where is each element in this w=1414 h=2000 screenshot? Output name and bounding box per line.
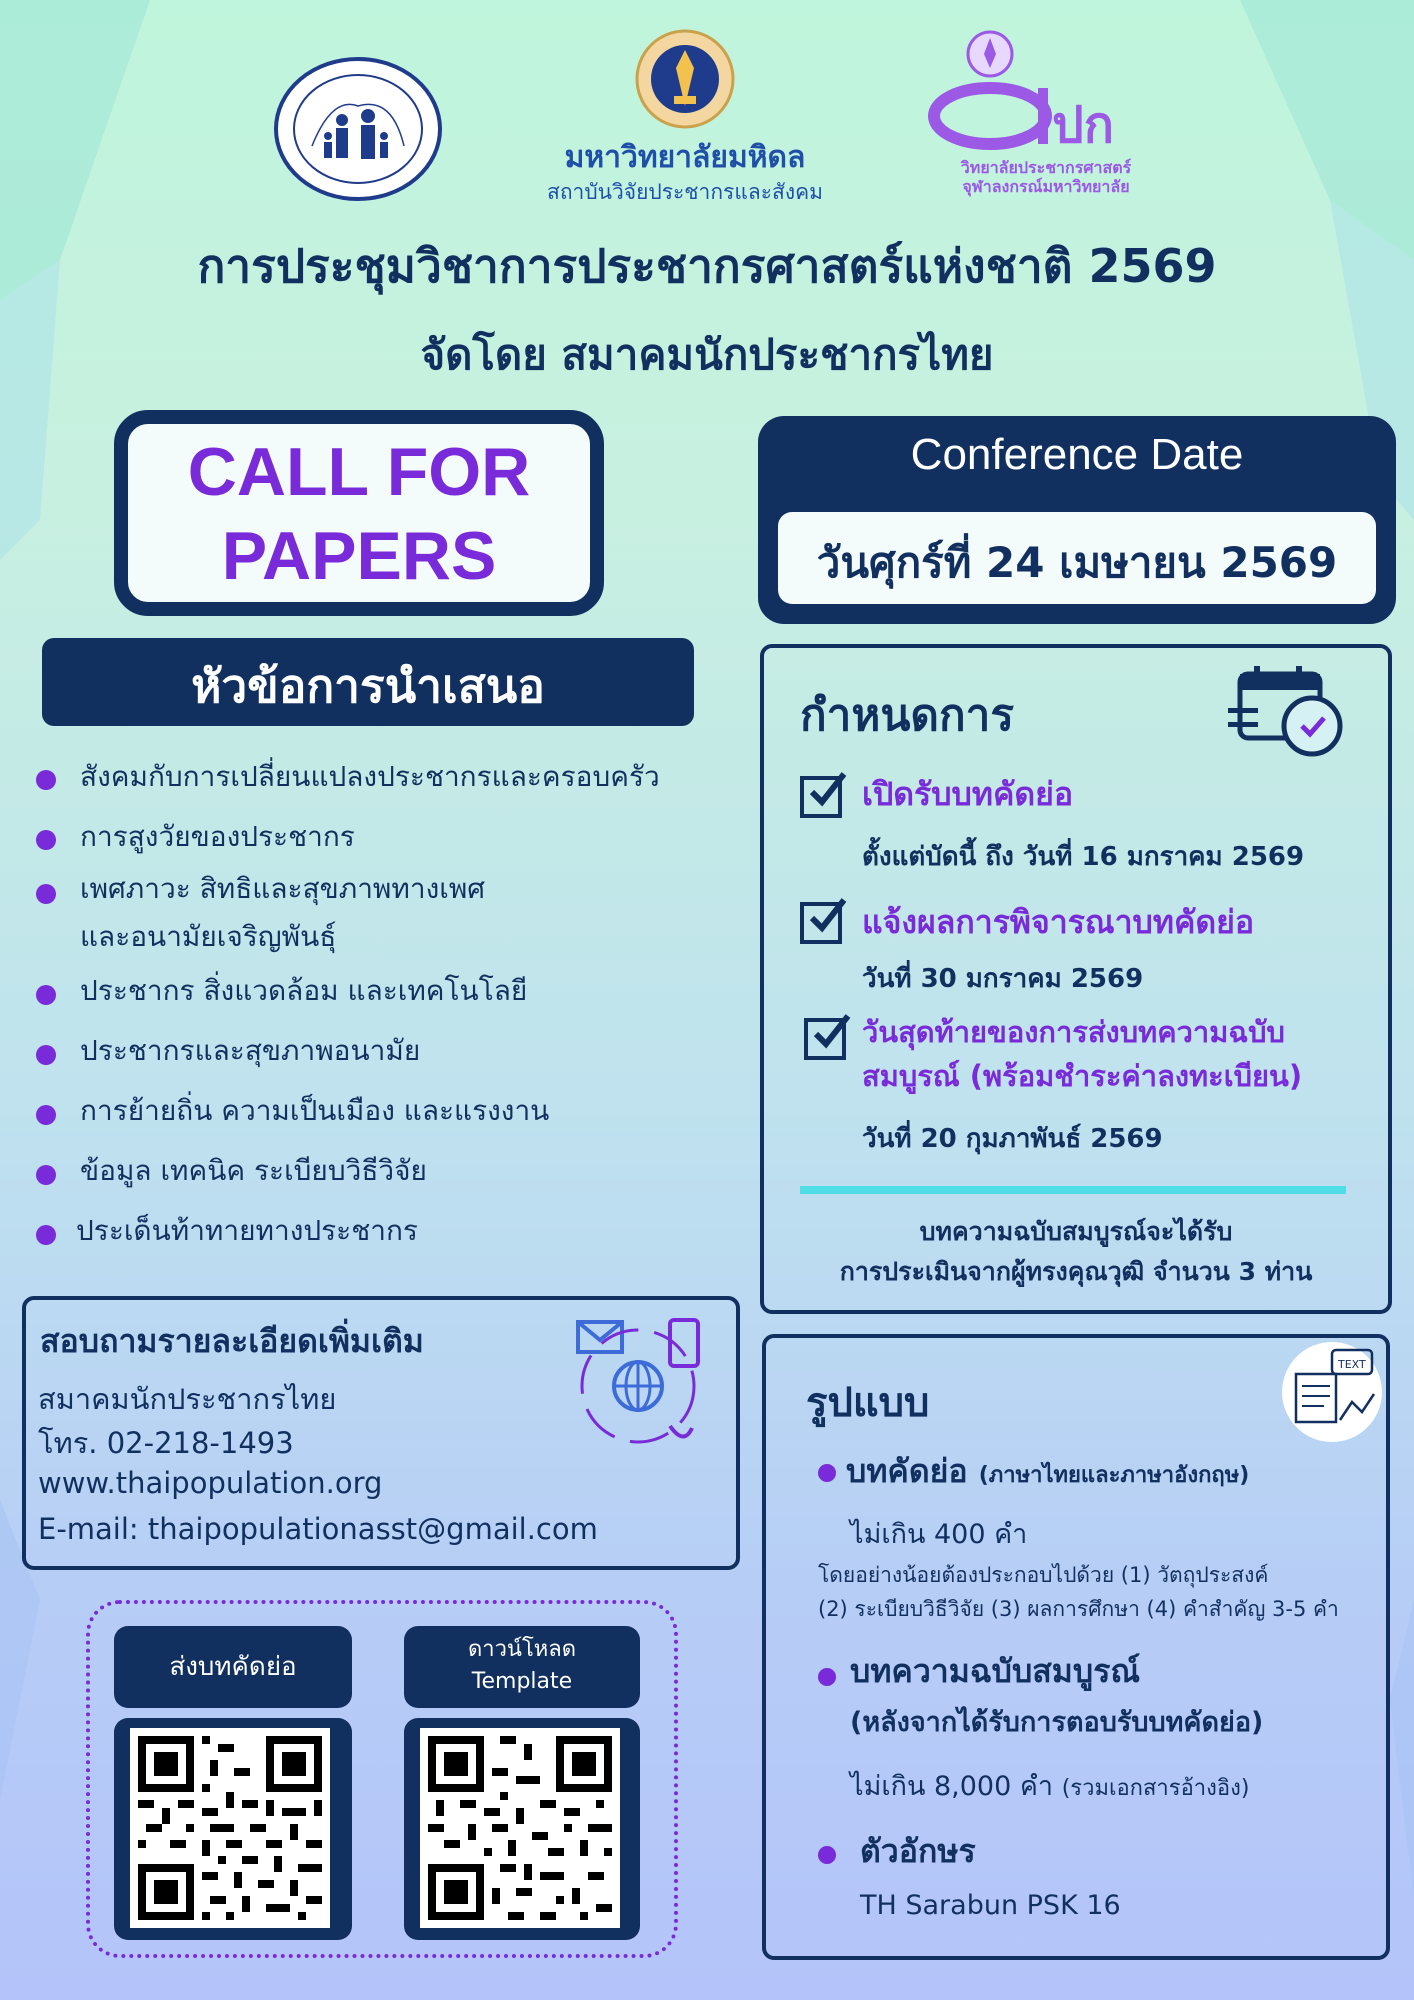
schedule-note [760, 1212, 1392, 1292]
contact-website[interactable]: www.thaipopulation.org [38, 1466, 383, 1500]
topic-item: สังคมกับการเปลี่ยนแปลงประชากรและครอบครัว [80, 760, 660, 793]
download-label1: ดาวน์โหลด [467, 1637, 577, 1662]
format-title: รูปแบบ [806, 1380, 930, 1426]
schedule-divider [800, 1186, 1346, 1194]
checkmark-icon [804, 894, 850, 938]
contact-org: สมาคมนักประชากรไทย [38, 1382, 337, 1416]
mahidol-name: มหาวิทยาลัยมหิดล [564, 140, 806, 175]
qr-code-icon [130, 1728, 330, 1928]
bullet-icon [36, 884, 56, 904]
schedule-label: เปิดรับบทคัดย่อ [862, 775, 1074, 813]
abstract-requirement-2: (2) ระเบียบวิธีวิจัย (3) ผลการศึกษา (4) คำสำคัญ 3-5 คำ [818, 1597, 1339, 1621]
cfp-line1: CALL FOR [187, 434, 531, 510]
conference-organizer: จัดโดย สมาคมนักประชากรไทย [420, 330, 994, 379]
abstract-head: บทคัดย่อ [846, 1452, 968, 1490]
qr-code-icon [420, 1728, 620, 1928]
abstract-language: (ภาษาไทยและภาษาอังกฤษ) [978, 1463, 1250, 1488]
download-template-button[interactable] [404, 1626, 640, 1708]
schedule-label-continued: สมบูรณ์ (พร้อมชำระค่าลงทะเบียน) [862, 1059, 1303, 1093]
topic-item: เพศภาวะ สิทธิและสุขภาพทางเพศ [80, 872, 486, 905]
full-paper-limit [850, 1764, 1249, 1807]
schedule-label: แจ้งผลการพิจารณาบทคัดย่อ [862, 903, 1255, 941]
cpc-name-line1: วิทยาลัยประชากรศาสตร์ [960, 158, 1132, 177]
schedule-label: วันสุดท้ายของการส่งบทความฉบับ [862, 1015, 1285, 1049]
contact-communication-icon [574, 1316, 706, 1452]
note-line2: การประเมินจากผู้ทรงคุณวุฒิ จำนวน 3 ท่าน [839, 1257, 1313, 1286]
call-for-papers-heading [114, 430, 604, 598]
abstract-requirement-1: โดยอย่างน้อยต้องประกอบไปด้วย (1) วัตถุประสงค์ [818, 1563, 1269, 1587]
topic-item: การสูงวัยของประชากร [80, 820, 355, 853]
schedule-date: ตั้งแต่บัดนี้ ถึง วันที่ 16 มกราคม 2569 [862, 842, 1305, 872]
mahidol-university-logo [634, 28, 736, 144]
conference-title: การประชุมวิชาการประชากรศาสตร์แห่งชาติ 2569 [197, 239, 1217, 293]
font-heading: ตัวอักษร [860, 1832, 976, 1870]
bullet-icon [36, 1165, 56, 1185]
topic-item: ประชากรและสุขภาพอนามัย [80, 1034, 421, 1067]
bullet-icon [818, 1668, 836, 1686]
bullet-icon [36, 1105, 56, 1125]
bullet-icon [818, 1464, 836, 1482]
font-value: TH Sarabun PSK 16 [860, 1890, 1121, 1921]
contact-title: สอบถามรายละเอียดเพิ่มเติม [40, 1322, 424, 1360]
qr-code-submit[interactable] [130, 1728, 330, 1928]
contact-email[interactable]: E-mail: thaipopulationasst@gmail.com [38, 1512, 598, 1546]
schedule-title: กำหนดการ [800, 690, 1014, 741]
full-paper-heading: บทความฉบับสมบูรณ์ [850, 1652, 1141, 1690]
submit-abstract-button[interactable]: ส่งบทคัดย่อ [114, 1626, 352, 1708]
checkmark-icon [808, 1010, 854, 1054]
contact-phone[interactable]: โทร. 02-218-1493 [38, 1426, 294, 1460]
abstract-limit: ไม่เกิน 400 คำ [850, 1519, 1028, 1550]
full-limit-note: (รวมเอกสารอ้างอิง) [1061, 1776, 1250, 1801]
bullet-icon [36, 985, 56, 1005]
bullet-icon [36, 1225, 56, 1245]
qr-code-template[interactable] [420, 1728, 620, 1928]
calendar-clock-icon [1226, 664, 1348, 760]
conference-date-title: Conference Date [910, 430, 1244, 479]
topic-item: การย้ายถิ่น ความเป็นเมือง และแรงงาน [80, 1094, 550, 1127]
thai-population-association-logo [272, 56, 444, 202]
cfp-line2: PAPERS [221, 518, 497, 594]
bullet-icon [818, 1846, 836, 1864]
topic-item-continued: และอนามัยเจริญพันธุ์ [80, 920, 337, 953]
bullet-icon [36, 1045, 56, 1065]
full-paper-condition: (หลังจากได้รับการตอบรับบทคัดย่อ) [850, 1707, 1264, 1738]
download-label2: Template [471, 1669, 573, 1694]
format-abstract-heading [846, 1446, 1249, 1497]
document-text-icon [1280, 1340, 1384, 1444]
topic-item: ข้อมูล เทคนิค ระเบียบวิธีวิจัย [80, 1154, 427, 1187]
bullet-icon [36, 770, 56, 790]
schedule-date: วันที่ 30 มกราคม 2569 [862, 964, 1144, 994]
topic-item: ประเด็นท้าทายทางประชากร [76, 1214, 418, 1247]
svg-text:ปก: ปก [1052, 96, 1115, 154]
bullet-icon [36, 830, 56, 850]
note-line1: บทความฉบับสมบูรณ์จะได้รับ [919, 1217, 1233, 1246]
full-limit-value: ไม่เกิน 8,000 คำ [850, 1771, 1054, 1802]
mahidol-institute: สถาบันวิจัยประชากรและสังคม [547, 180, 823, 204]
checkmark-icon [804, 768, 850, 812]
text-icon-label: TEXT [1338, 1358, 1366, 1371]
topic-item: ประชากร สิ่งแวดล้อม และเทคโนโลยี [80, 974, 528, 1007]
conference-date-value: วันศุกร์ที่ 24 เมษายน 2569 [816, 538, 1338, 587]
topics-title: หัวข้อการนำเสนอ [191, 659, 545, 713]
schedule-date: วันที่ 20 กุมภาพันธ์ 2569 [862, 1124, 1163, 1154]
cpc-name-line2: จุฬาลงกรณ์มหาวิทยาลัย [962, 177, 1130, 196]
college-population-studies-logo [928, 24, 1152, 160]
